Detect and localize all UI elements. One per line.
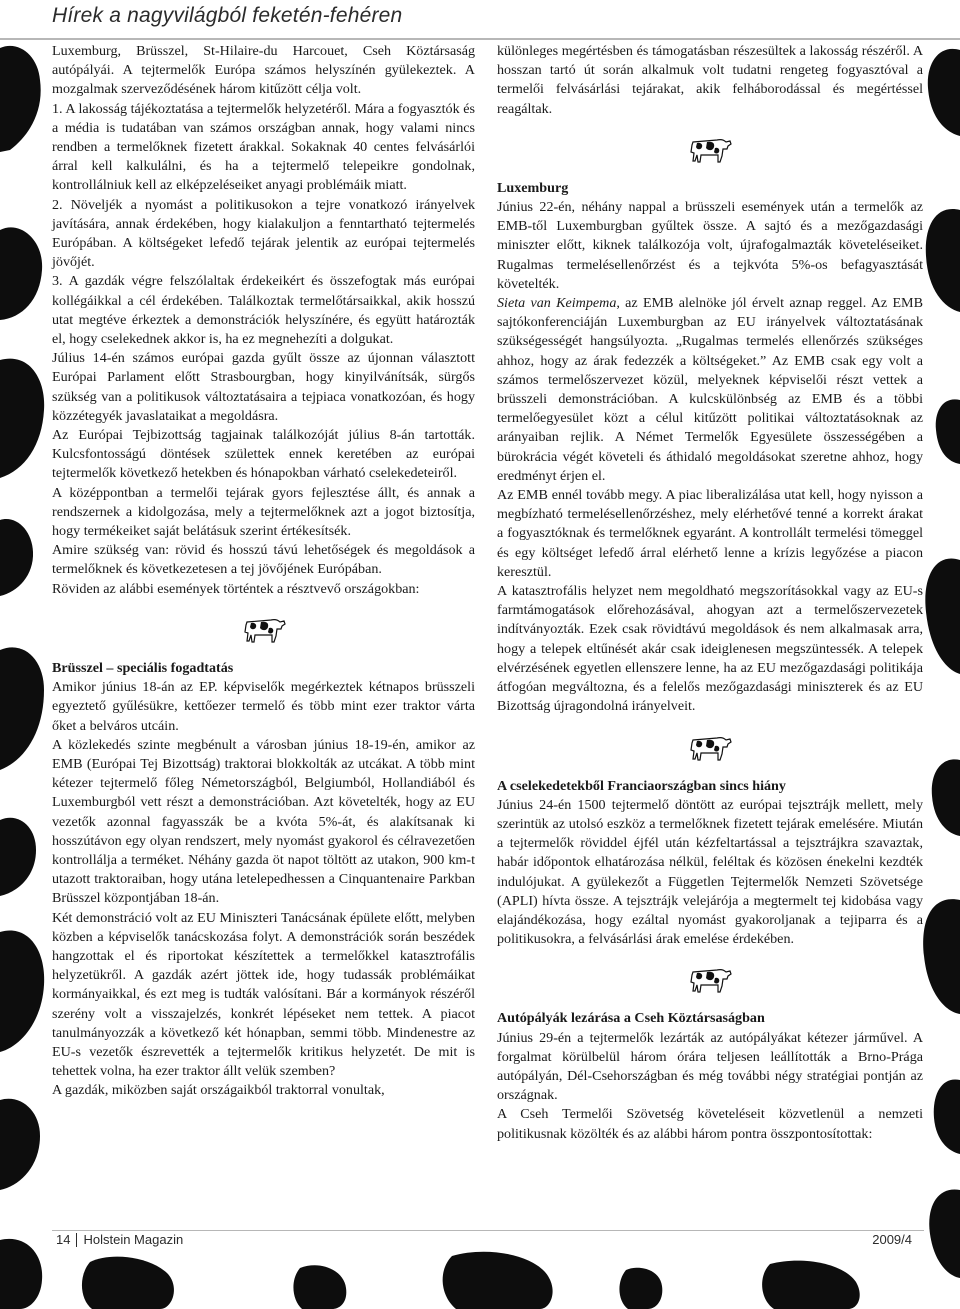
paragraph: A középpontban a termelői tejárak gyors fejlesztése állt, és annak a rendszernek a kidolgozása, mely a tejtermelőknek azt a jogot biztosítja, hogy termékeiket saját belátásuk szerint értékesítsék. (52, 484, 475, 540)
right-column (497, 42, 923, 1144)
paragraph: 1. A lakosság tájékoztatása a tejtermelők helyzetéről. Mára a fogyasztók és a média is tudatában van számos országban annak, hogy valami nincs rendben a termelőknek fizetett árakkal. Sokaknak 40 centes felvásárlói árral kell kalkulálni, és ha a tejtermelő telepeikre gondolnak, kontrollálniuk kell az elképzeléseiket anyagi problémáik miatt. (52, 100, 475, 194)
page-number: 14 (56, 1232, 71, 1247)
paragraph: különleges megértésben és támogatásban részesültek a lakosság részéről. A hosszan tartó út során alkalmuk volt tudatni rengeteg fogyasztóval a termelői felvásárlási tejárakat, akik felháborodással és megértéssel reagáltak. (497, 43, 923, 117)
cow-icon (687, 964, 733, 994)
section-heading-luxemburg: Luxemburg (497, 179, 569, 196)
footer-left (56, 1232, 183, 1247)
section-heading-brussels: Brüsszel – speciális fogadtatás (52, 659, 234, 676)
cow-icon (241, 614, 287, 644)
cow-separator (497, 119, 923, 179)
paragraph: A közlekedés szinte megbénult a városban június 18-19-én, amikor az EMB (Európai Tej Bizottság) traktorai blokkolták az utcákat. A több mint kétezer tejtermelő főleg Németországból, Belgiumból, Hollandiából és Luxemburgból vett részt a demonstrációban. Azt követelték, hogy az EU vezetők azonnal fagyasszák be a kvóta 5%-át, és alakítsanak ki hosszútávon egy olyan rendszert, mely nyomást gyakorol és célravezetően kontrollálja a terméket. Néhány gazda öt napot töltött az utakon, 900 km-t utazott traktoraiban, hogy utána letelepedhessen a Cinquantenaire Parkban Brüsszel központjában 18-án. (52, 736, 475, 907)
paragraph: 3. A gazdák végre felszólaltak érdekeikért és összefogtak más európai kollégáikkal a cél érdekében. Találkoztak termelőtársaikkal, akik hosszú utat megtéve érkeztek a demonstrációk helyszínére, és együtt határozták el, hogy cselekednek akkor is, ha ez megnehezíti a dolgukat. (52, 273, 475, 348)
paragraph: Amikor június 18-án az EP. képviselők megérkeztek kétnapos brüsszeli egyeztető gyűlésükre, kettőezer termelő és több mint ezer traktor várta őket a belváros utcáin. (52, 679, 475, 734)
section-title: Hírek a nagyvilágból feketén-fehéren (52, 4, 403, 27)
paragraph: Luxemburg, Brüsszel, St-Hilaire-du Harcouet, Cseh Köztársaság autópályái. A tejtermelők Európa számos helyszínén gyülekeztek. A mozgalmak szerveződésének három kitűzött célja volt. (52, 43, 475, 98)
paragraph: Július 14-én számos európai gazda gyűlt össze az újonnan választott Európai Parlament előtt Strasbourgban, hogy kinyilvánítsák, sürgős szükség van a politikusok változtatásaira a tejpiaca vonatkozóan, és hogy közzétegyék javaslataikat a megoldásra. (52, 350, 475, 424)
footer-divider (52, 1230, 924, 1231)
magazine-name: Holstein Magazin (83, 1232, 184, 1247)
section-heading-france: A cselekedetekből Franciaországban sincs hiány (497, 777, 786, 794)
cow-separator (497, 949, 923, 1009)
cow-separator (497, 717, 923, 777)
person-name: Sieta van Keimpema (497, 295, 617, 312)
paragraph: Az Európai Tejbizottság tagjainak találkozóját július 8-án tartották. Kulcsfontosságú döntések születtek ennek keretében az európai tejtermelők következő hetekben és hónapokban várható cselekedeteiről. (52, 427, 475, 482)
paragraph: Amire szükség van: rövid és hosszú távú lehetőségek és megoldások a termelőknek és következetesen a tej jövőjének Európában. (52, 542, 475, 578)
cow-icon (687, 732, 733, 762)
paragraph: A katasztrofális helyzet nem megoldható megszorításokkal vagy az EU-s farmtámogatások előrehozásával, ahogyan azt a termelőszervezetek indítványozták. Ezek csak rövidtávú megoldások és nem alkalmasak arra, hogy a telepek eltűnését akár csak ideiglenesen megszüntessék. A telepek elvérzésének egyetlen ellenszere lenne, ha az EU mezőgazdasági politikája átfogóan megváltozna, és a felelős mezőgazdasági miniszterek és az EU Bizottság újragondolná irányelveit. (497, 583, 923, 715)
paragraph: Június 29-én a tejtermelők lezárták az autópályákat kétezer járművel. A forgalmat körülbelül három órára teljesen leállították a Brno-Prága autópályán, Dél-Csehországban és még további négy stratégiai pontján az országnak. (497, 1029, 923, 1104)
cow-icon (687, 134, 733, 164)
left-column (52, 42, 475, 1101)
paragraph: Június 22-én, néhány nappal a brüsszeli események után a termelők az EMB-től Luxemburgban gyűltek össze. A sajtó és a mezőgazdasági miniszter előtt, kiknek találkozója volt, újrafogalmazták követeléseiket. Rugalmas termelésellenőrzést és a tejkvóta 5%-os befagyasztását követelték. (497, 199, 923, 292)
cow-separator (52, 599, 475, 659)
paragraph: A Cseh Termelői Szövetség követeléseit közvetlenül a nemzeti politikusnak közölték és az alábbi három pontra összpontosítottak: (497, 1106, 923, 1142)
paragraph: 2. Növeljék a nyomást a politikusokon a tejre vonatkozó irányelvek javítására, annak érdekében, hogy kialakuljon a fenntartható tejtermelés Európában. A költségeket lefedő tejárak jelentik az európai tejtermelés jövőjét. (52, 196, 475, 271)
paragraph: Két demonstráció volt az EU Miniszteri Tanácsának épülete előtt, melyben közben a képviselők tanácskozása folyt. A demonstrációk során beszédek hangzottak el és riportokat készítettek a termelőkkel katasztrofális helyzetükről. A gazdák azért jöttek ide, hogy tudassák problémáikat kormányaikkal, és ezt meg is tudták valósítani. Bár a kormányok részéről szerény volt a visszajelzés, konkrét lépéseket nem tettek. A piacot tanulmányozzák a következő két hónapban, semmi több. Mindenestre az EU-s vezetők észrevették a tejtermelők kritikus helyzetét. De mit is tehettek volna, ha ezer traktor állt velük szemben? (52, 909, 475, 1080)
paragraph-text: , az EMB alelnöke jól érvelt aznap reggel. Az EMB sajtókonferenciáján Luxemburgban az EU irányelvek változtatásának szükségességét hangsúlyozta. „Rugalmas termelés ellenőrzés szükséges ahhoz, hogy az árak fedezzék a költségeket.” Az EMB csak egy volt a számos termelőszervezet közül, melyeknek képviselői részt vettek a brüsszeli demonstrációban. A kulcskülönbség az EMB és a többi termelőegyesület közt a célul kitűzött politikai változtatásoknak az arányaiban rejlik. A Német Termelők Egyesülete összességében a bürokrácia végét követeli és áthidaló megoldásokat szeretne ahhoz, hogy eredményt érjen el. (497, 295, 923, 484)
issue-number: 2009/4 (872, 1232, 912, 1247)
header-bar (0, 0, 960, 40)
paragraph: Röviden az alábbi események történtek a résztvevő országokban: (52, 580, 420, 597)
paragraph: A gazdák, miközben saját országaikból traktorral vonultak, (52, 1082, 385, 1099)
paragraph (497, 294, 923, 486)
footer-separator (76, 1233, 77, 1247)
paragraph: Június 24-én 1500 tejtermelő döntött az európai tejsztrájk mellett, mely szerintük az utolsó eszköz a termelőknek fizetett tejárak emelésére. Miután a tejtermelők röviddel éjfél után kézfeltartással a tejsztrájkra szavaztak, habár időpontok elhatározása nélkül, feléltak és közösen énekelni kezdték indulójukat. A gyülekezőt a Független Tejtermelők Nemzeti Szövetsége (APLI) hívta össze. A tejsztrájk velejárója a megtermelt tej kidobása vagy elajándékozása, hogy ezáltal nyomást gyakoroljanak a tejiparra és a politikusokra, a felvásárlási árak emelése érdekében. (497, 796, 923, 948)
section-heading-czech: Autópályák lezárása a Cseh Köztársaságban (497, 1010, 765, 1027)
paragraph: Az EMB ennél tovább megy. A piac liberalizálása utat kell, hogy nyisson a megbízható termelésellenőrzéshez, mely elérhetővé tenné a korrekt árakat a fogyasztóknak és termelőknek egyaránt. A kontrollált termelési tömeggel és egy költséget lefedő árral elérhető lenne a krízis legyőzése a piacon keresztül. (497, 487, 923, 580)
